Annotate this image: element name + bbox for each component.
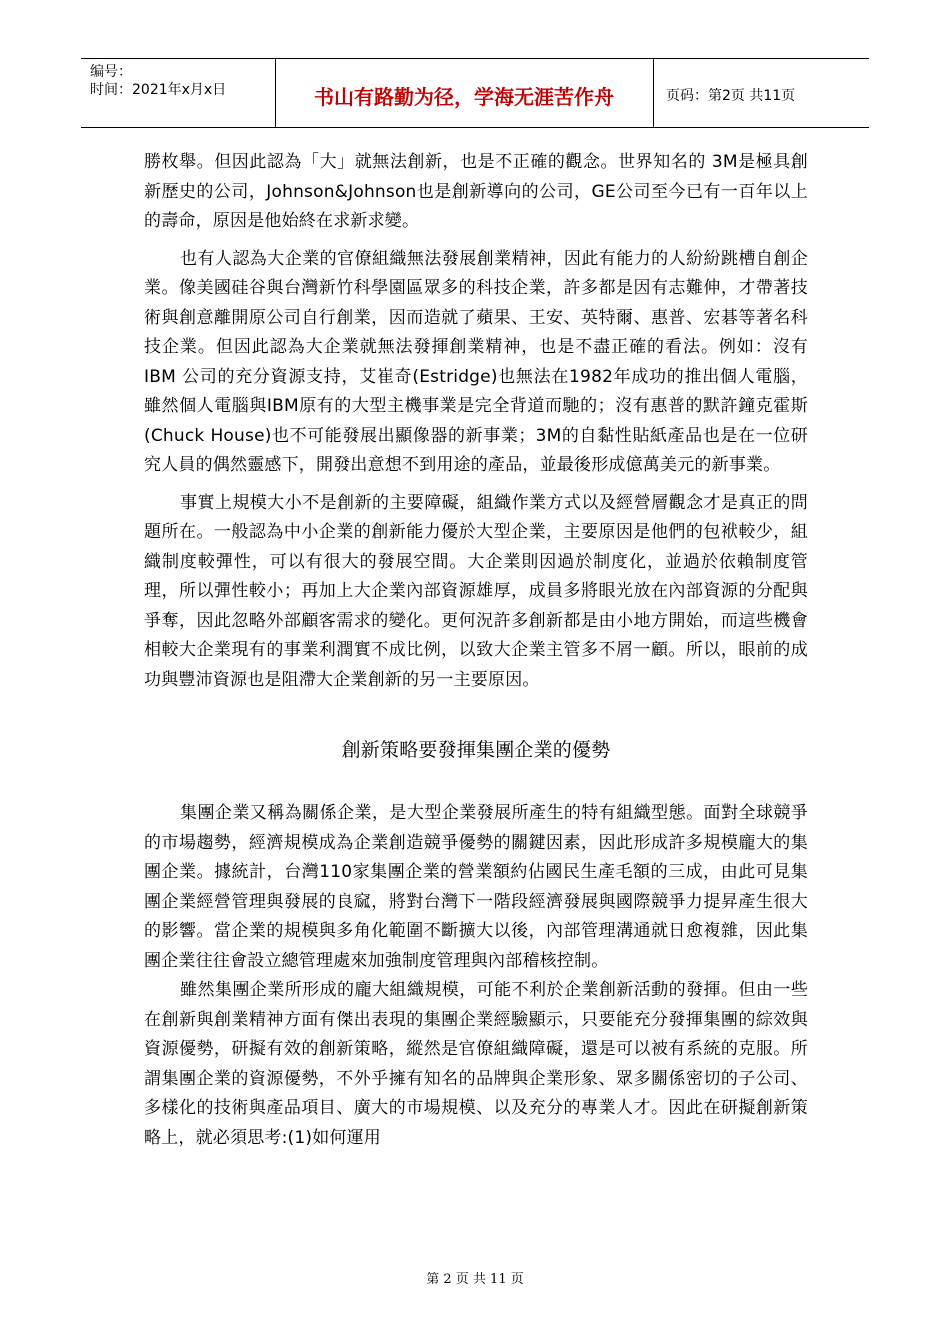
header-divider <box>653 59 654 127</box>
section-heading: 創新策略要發揮集團企業的優勢 <box>341 739 611 761</box>
paragraph: 集團企業又稱為關係企業，是大型企業發展所產生的特有組織型態。面對全球競爭的市場趨勢，經濟規模成為企業創造競爭優勢的關鍵因素，因此形成許多規模龐大的集團企業。據統計，台灣110家集團企業的營業額約佔國民生產毛額的三成，由此可見集團企業經營管理與發展的良窳，將對台灣下一階段經濟發展與國際競爭力提昇產生很大的影響。當企業的規模與多角化範圍不斷擴大以後，內部管理溝通就日愈複雜，因此集團企業往往會設立總管理處來加強制度管理與內部稽核控制。 <box>144 803 808 971</box>
serial-number-label: 编号： <box>90 64 132 80</box>
paragraph: 雖然集團企業所形成的龐大組織規模，可能不利於企業創新活動的發揮。但由一些在創新與創業精神方面有傑出表現的集團企業經驗顯示，只要能充分發揮集團的綜效與資源優勢，研擬有效的創新策略，縱然是官僚組織障礙，還是可以被有系統的克服。所謂集團企業的資源優勢，不外乎擁有知名的品牌與企業形象、眾多關係密切的子公司、多樣化的技術與產品項目、廣大的市場規模、以及充分的專業人才。因此在研擬創新策略上，就必須思考:(1)如何運用 <box>144 980 808 1148</box>
page-footer: 第 2 页 共 11 页 <box>426 1272 524 1287</box>
date-label: 时间：2021年x月x日 <box>90 82 227 98</box>
paragraph: 事實上規模大小不是創新的主要障礙，組織作業方式以及經營層觀念才是真正的問題所在。一般認為中小企業的創新能力優於大型企業，主要原因是他們的包袱較少，組織制度較彈性，可以有很大的發展空間。大企業則因過於制度化，並過於依賴制度管理，所以彈性較小；再加上大企業內部資源雄厚，成員多將眼光放在內部資源的分配與爭奪，因此忽略外部顧客需求的變化。更何況許多創新都是由小地方開始，而這些機會相較大企業現有的事業利潤實不成比例，以致大企業主管多不屑一顧。所以，眼前的成功與豐沛資源也是阻滯大企業創新的另一主要原因。 <box>144 492 808 690</box>
paragraph: 也有人認為大企業的官僚組織無法發展創業精神，因此有能力的人紛紛跳槽自創企業。像美國硅谷與台灣新竹科學園區眾多的科技企業，許多都是因有志難伸，才帶著技術與創意離開原公司自行創業，因而造就了蘋果、王安、英特爾、惠普、宏碁等著名科技企業。但因此認為大企業就無法發揮創業精神，也是不盡正確的看法。例如：沒有 IBM 公司的充分資源支持，艾崔奇(Estridge)也無法在1982年成功的推出個人電腦，雖然個人電腦與IBM原有的大型主機事業是完全背道而馳的；沒有惠普的默許鐘克霍斯(Chuck House)也不可能發展出顯像器的新事業；3M的自黏性貼紙產品也是在一位研究人員的偶然靈感下，開發出意想不到用途的產品，並最後形成億萬美元的新事業。 <box>144 248 808 475</box>
page-header <box>81 58 869 128</box>
header-motto: 书山有路勤为径，学海无涯苦作舟 <box>314 85 614 109</box>
header-meta <box>90 63 226 99</box>
header-page-info: 页码：第2页 共11页 <box>666 88 796 104</box>
paragraph: 勝枚舉。但因此認為「大」就無法創新，也是不正確的觀念。世界知名的 3M是極具創新歷史的公司，Johnson&Johnson也是創新導向的公司，GE公司至今已有一百年以上的壽命，原因是他始終在求新求變。 <box>144 152 808 231</box>
document-body <box>144 148 808 1153</box>
